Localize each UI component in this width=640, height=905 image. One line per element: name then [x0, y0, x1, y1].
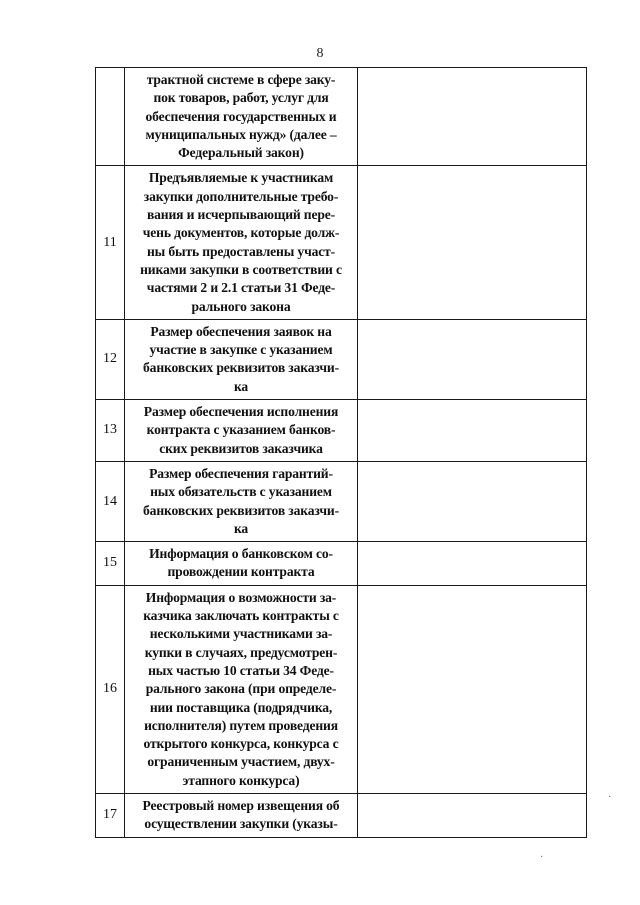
description-line: открытого конкурса, конкурса с: [143, 736, 339, 752]
description-line: участие в закупке с указанием: [149, 342, 333, 358]
description-line: закупки дополнительные требо-: [143, 188, 339, 204]
table-row: [96, 461, 587, 541]
row-description: [125, 166, 358, 319]
description-line: ограниченным участием, двух-: [147, 754, 335, 770]
description-line: ских реквизитов заказчика: [159, 440, 323, 456]
description-line: ка: [233, 520, 249, 536]
scan-speck: ·: [608, 792, 612, 803]
description-line: несколькими участниками за-: [149, 626, 333, 642]
page-number: 8: [316, 46, 324, 61]
row-number: 14: [96, 461, 125, 541]
description-line: чень документов, которые долж-: [142, 225, 340, 241]
description-line: Информация о банковском со-: [149, 546, 333, 562]
table-row: [96, 400, 587, 462]
row-number: [96, 68, 125, 166]
row-number: 16: [96, 585, 125, 793]
description-line: купки в случаях, предусмотрен-: [144, 644, 338, 660]
table-row: [96, 542, 587, 586]
row-value-cell[interactable]: [358, 166, 587, 319]
row-description: [125, 461, 358, 541]
description-line: Размер обеспечения исполнения: [143, 404, 339, 420]
description-line: нии поставщика (подрядчика,: [149, 699, 333, 715]
description-line: Размер обеспечения гарантий-: [149, 465, 333, 481]
description-line: исполнителя) путем проведения: [144, 717, 338, 733]
description-line: ных обязательств с указанием: [150, 484, 332, 500]
row-value-cell[interactable]: [358, 793, 587, 837]
row-number: 15: [96, 542, 125, 586]
description-line: ны быть предоставлены участ-: [146, 243, 336, 259]
row-value-cell[interactable]: [358, 542, 587, 586]
description-line: провождении контракта: [167, 564, 315, 580]
description-line: муниципальных нужд» (далее –: [145, 126, 337, 142]
description-line: обеспечения государственных и: [145, 108, 337, 124]
description-line: контракта с указанием банков-: [146, 422, 336, 438]
table-row: [96, 585, 587, 793]
description-line: ных частью 10 статьи 34 Феде-: [148, 662, 334, 678]
description-line: ка: [233, 378, 249, 394]
table-row: [96, 166, 587, 319]
description-line: Федеральный закон): [178, 145, 304, 161]
row-description: [125, 793, 358, 837]
row-description: [125, 319, 358, 399]
row-description: [125, 585, 358, 793]
table-row: [96, 68, 587, 166]
row-description: [125, 542, 358, 586]
description-line: этапного конкурса): [182, 772, 300, 788]
row-number: 13: [96, 400, 125, 462]
row-value-cell[interactable]: [358, 400, 587, 462]
description-line: рального закона: [191, 298, 291, 314]
scan-speck: ·: [540, 852, 544, 863]
description-line: осуществлении закупки (указы-: [144, 816, 338, 832]
description-line: пок товаров, работ, услуг для: [153, 90, 329, 106]
row-value-cell[interactable]: [358, 585, 587, 793]
row-number: 11: [96, 166, 125, 319]
requirements-table: [95, 67, 587, 838]
description-line: банковских реквизитов заказчи-: [143, 360, 339, 376]
description-line: казчика заключать контракты с: [143, 608, 339, 624]
description-line: частями 2 и 2.1 статьи 31 Феде-: [146, 280, 336, 296]
table-row: [96, 793, 587, 837]
row-value-cell[interactable]: [358, 319, 587, 399]
description-line: никами закупки в соответствии с: [140, 261, 342, 277]
description-line: Реестровый номер извещения об: [142, 797, 340, 813]
row-description: [125, 400, 358, 462]
description-line: трактной системе в сфере заку-: [146, 72, 336, 87]
description-line: рального закона (при определе-: [145, 681, 337, 697]
description-line: вания и исчерпывающий пере-: [146, 207, 336, 223]
table-row: [96, 319, 587, 399]
row-value-cell[interactable]: [358, 68, 587, 166]
row-value-cell[interactable]: [358, 461, 587, 541]
table-body: [96, 68, 587, 838]
row-number: 12: [96, 319, 125, 399]
description-line: Размер обеспечения заявок на: [150, 323, 332, 339]
description-line: банковских реквизитов заказчи-: [143, 502, 339, 518]
row-number: 17: [96, 793, 125, 837]
description-line: Информация о возможности за-: [145, 589, 337, 605]
row-description: [125, 68, 358, 166]
description-line: Предъявляемые к участникам: [148, 170, 334, 186]
